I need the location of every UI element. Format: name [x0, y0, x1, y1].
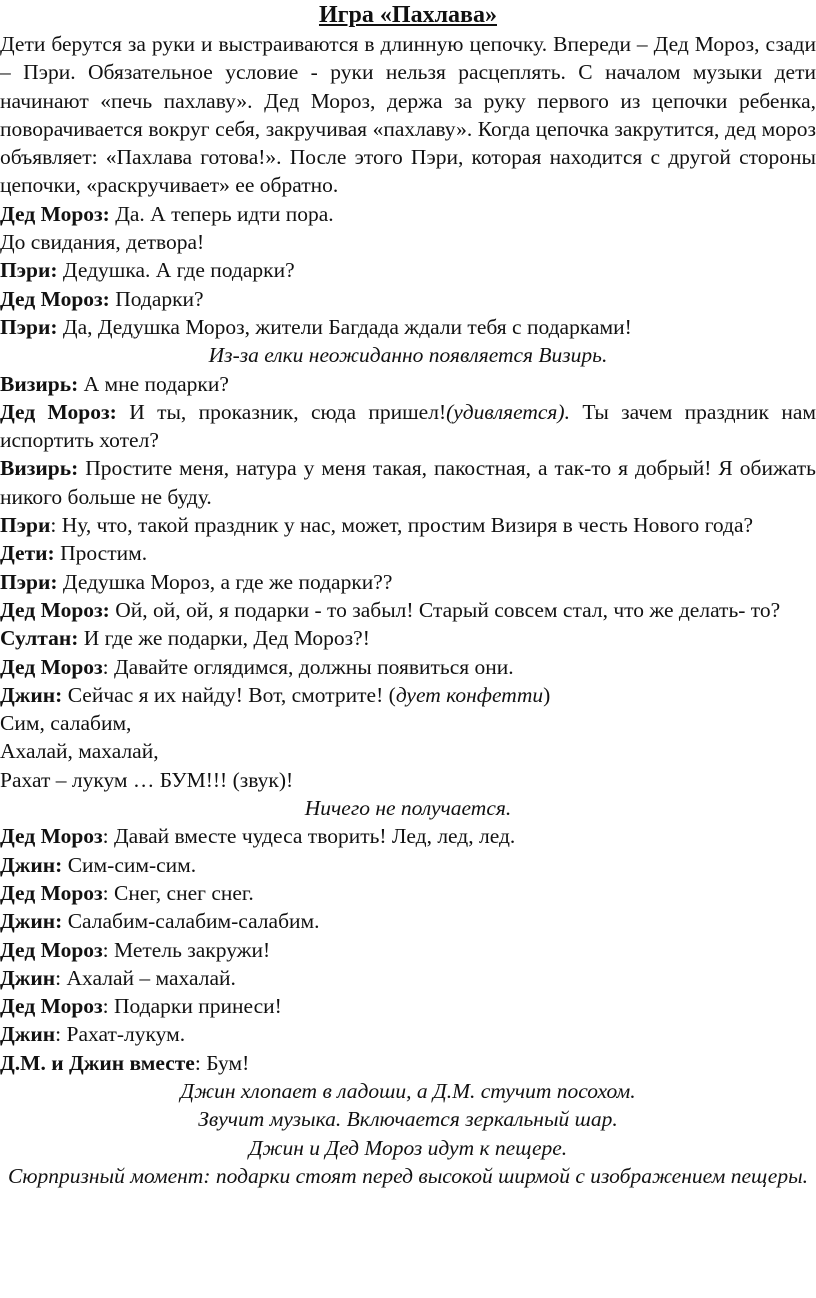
line-text: Да. А теперь идти пора.	[109, 201, 334, 226]
dialogue-line	[0, 370, 816, 398]
line-text: )	[543, 682, 551, 707]
line-text: Ахалай, махалай,	[0, 739, 159, 764]
dialogue-line	[0, 653, 816, 681]
speaker-name: Дед Мороз	[0, 654, 103, 679]
speaker-name: Дед Мороз:	[0, 597, 110, 622]
speaker-name: Джин	[0, 965, 56, 990]
dialogue-line	[0, 964, 816, 992]
speaker-name: Д.М. и Джин вместе	[0, 1050, 195, 1075]
line-text: : Давай вместе чудеса творить! Лед, лед, лед.	[102, 824, 516, 849]
speaker-name: Дед Мороз	[0, 937, 103, 962]
speaker-name: Дети:	[0, 541, 55, 566]
line-text: И где же подарки, Дед Мороз?!	[78, 626, 370, 651]
line-text: Ты зачем праздник нам испортить хотел?	[0, 399, 816, 453]
line-text: : Снег, снег снег.	[102, 880, 254, 905]
dialogue-line	[0, 539, 816, 567]
line-text: : Рахат-лукум.	[55, 1022, 186, 1047]
verse-line	[0, 709, 816, 737]
dialogue-line	[0, 681, 816, 709]
dialogue-line	[0, 992, 816, 1020]
intro-paragraph: Дети берутся за руки и выстраиваются в длинную цепочку. Впереди – Дед Мороз, сзади – Пэри. Обязательное условие - руки нельзя расцеплять. С началом музыки дети начинают «печь пахлаву». Дед Мороз, держа за руку первого из цепочки ребенка, поворачивается вокруг себя, закручивая «пахлаву». Когда цепочка закрутится, дед мороз объявляет: «Пахлава готова!». После этого Пэри, которая находится с другой стороны цепочки, «раскручивает» ее обратно.	[0, 32, 816, 198]
line-text: Простим.	[54, 541, 148, 566]
verse-line	[0, 228, 816, 256]
dialogue-line	[0, 596, 816, 624]
dialogue-line	[0, 454, 816, 511]
speaker-name: Визирь:	[0, 371, 79, 396]
dialogue-line	[0, 907, 816, 935]
dialogue-line	[0, 879, 816, 907]
speaker-name: Джин:	[0, 852, 63, 877]
line-text: А мне подарки?	[78, 371, 229, 396]
stage-direction: Джин хлопает в ладоши, а Д.М. стучит посохом.	[180, 1078, 636, 1103]
line-text: Салабим-салабим-салабим.	[62, 909, 320, 934]
stage-direction: Ничего не получается.	[304, 796, 512, 821]
line-text: До свидания, детвора!	[0, 230, 205, 255]
stage-direction: Джин и Дед Мороз идут к пещере.	[248, 1135, 568, 1160]
dialogue-line	[0, 1049, 816, 1077]
line-text: Дедушка. А где подарки?	[57, 258, 295, 283]
line-text: Ой, ой, ой, я подарки - то забыл! Старый совсем стал, что же делать- то?	[109, 597, 781, 622]
dialogue-line	[0, 200, 816, 228]
speaker-name: Дед Мороз:	[0, 286, 110, 311]
line-text: : Давайте оглядимся, должны появиться они.	[102, 654, 514, 679]
line-text: И ты, проказник, сюда пришел!	[116, 399, 447, 424]
stage-note: дует конфетти	[395, 682, 544, 707]
speaker-name: Визирь:	[0, 456, 79, 481]
verse-line	[0, 737, 816, 765]
speaker-name: Дед Мороз	[0, 824, 103, 849]
line-text: Дедушка Мороз, а где же подарки??	[57, 569, 393, 594]
dialogue-lines	[0, 200, 816, 1190]
dialogue-line	[0, 1020, 816, 1048]
speaker-name: Дед Мороз:	[0, 201, 110, 226]
line-text: Сим, салабим,	[0, 711, 132, 736]
stage-note: (удивляется).	[446, 399, 570, 424]
dialogue-line	[0, 624, 816, 652]
speaker-name: Пэри:	[0, 314, 58, 339]
document-title: Игра «Пахлава»	[318, 2, 497, 28]
dialogue-line	[0, 313, 816, 341]
line-text: Простите меня, натура у меня такая, пакостная, а так-то я добрый! Я обижать никого больше не буду.	[0, 456, 816, 509]
speaker-name: Дед Мороз	[0, 880, 103, 905]
dialogue-line	[0, 398, 816, 455]
line-text: : Бум!	[194, 1050, 250, 1075]
speaker-name: Дед Мороз	[0, 994, 103, 1019]
dialogue-line	[0, 568, 816, 596]
dialogue-line	[0, 511, 816, 539]
dialogue-line	[0, 936, 816, 964]
dialogue-line	[0, 256, 816, 284]
speaker-name: Пэри:	[0, 569, 58, 594]
stage-direction: Из-за елки неожиданно появляется Визирь.	[208, 343, 608, 368]
dialogue-line	[0, 822, 816, 850]
line-text: : Ну, что, такой праздник у нас, может, простим Визиря в честь Нового года?	[50, 513, 754, 538]
speaker-name: Джин:	[0, 909, 63, 934]
speaker-name: Пэри:	[0, 258, 58, 283]
stage-direction: Сюрпризный момент: подарки стоят перед высокой ширмой с изображением пещеры.	[7, 1163, 809, 1188]
dialogue-line	[0, 285, 816, 313]
line-text: Рахат – лукум … БУМ!!! (звук)!	[0, 767, 294, 792]
line-text: : Подарки принеси!	[102, 994, 282, 1019]
speaker-name: Джин	[0, 1022, 56, 1047]
speaker-name: Джин:	[0, 682, 63, 707]
line-text: : Ахалай – махалай.	[55, 965, 236, 990]
line-text: Подарки?	[109, 286, 204, 311]
speaker-name: Пэри	[0, 513, 51, 538]
speaker-name: Султан:	[0, 626, 79, 651]
line-text: Сим-сим-сим.	[62, 852, 197, 877]
stage-direction: Звучит музыка. Включается зеркальный шар.	[198, 1107, 618, 1132]
line-text: Сейчас я их найду! Вот, смотрите! (	[62, 682, 396, 707]
line-text: Да, Дедушка Мороз, жители Багдада ждали тебя с подарками!	[57, 314, 632, 339]
speaker-name: Дед Мороз:	[0, 399, 117, 424]
line-text: : Метель закружи!	[102, 937, 271, 962]
dialogue-line	[0, 851, 816, 879]
verse-line	[0, 766, 816, 794]
